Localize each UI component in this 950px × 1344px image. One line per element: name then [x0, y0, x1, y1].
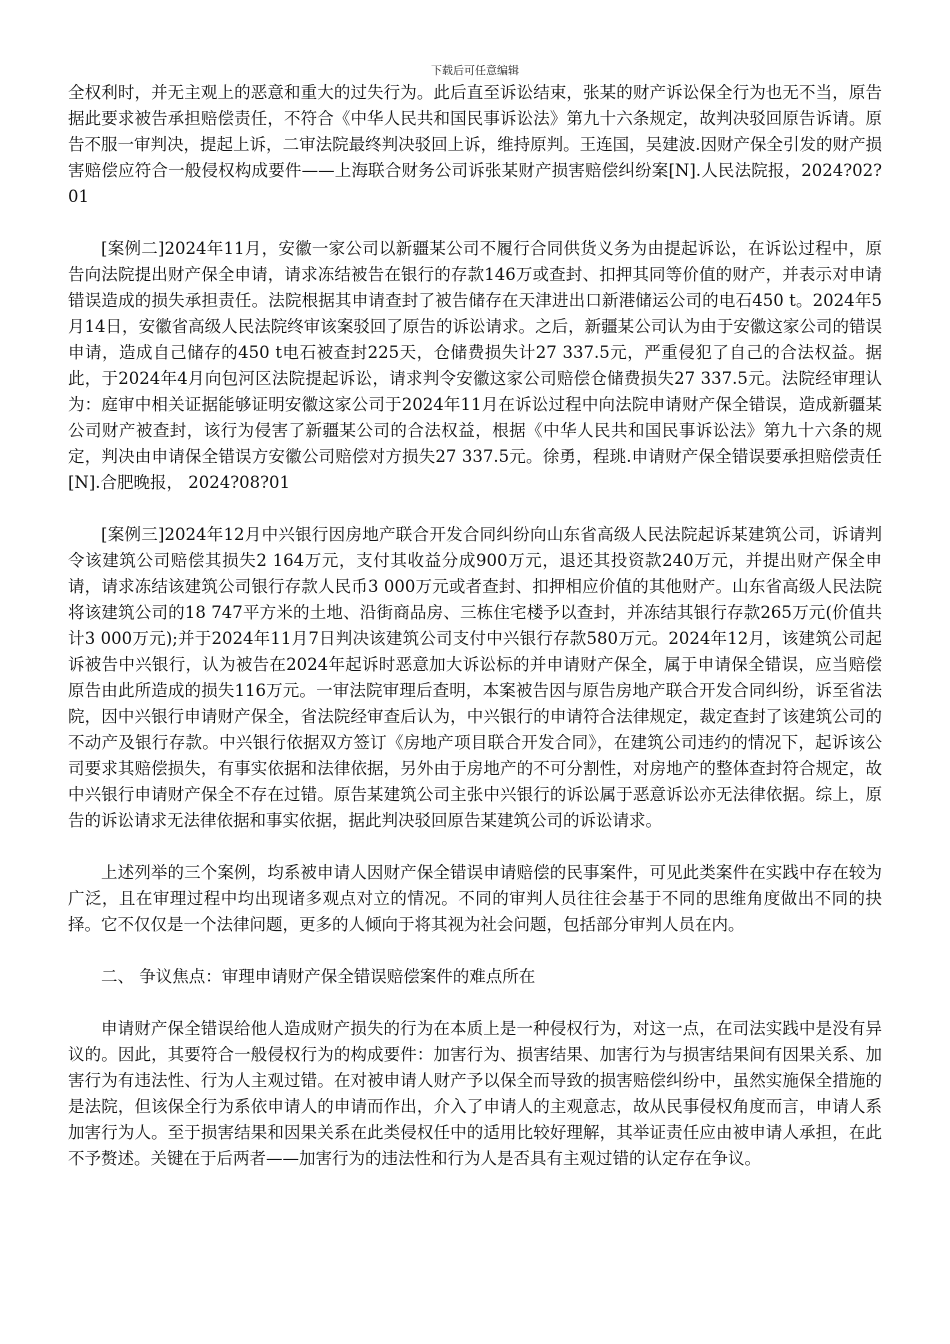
- paragraph-case3: [案例三]2024年12月中兴银行因房地产联合开发合同纠纷向山东省高级人民法院起诉某建筑公司，诉请判令该建筑公司赔偿其损失2 164万元，支付其收益分成900万元，退还其投资款240万元，并提出财产保全申请，请求冻结该建筑公司银行存款人民币3 000万元或者查封、扣押相应价值的其他财产。山东省高级人民法院将该建筑公司的18 747平方米的土地、沿街商品房、三栋住宅楼予以查封，并冻结其银行存款265万元(价值共计3 000万元);并于2024年11月7日判决该建筑公司支付中兴银行存款580万元。2024年12月，该建筑公司起诉被告中兴银行，认为被告在2024年起诉时恶意加大诉讼标的并申请财产保全，属于申请保全错误，应当赔偿原告由此所造成的损失116万元。一审法院审理后查明，本案被告因与原告房地产联合开发合同纠纷，诉至省法院，因中兴银行申请财产保全，省法院经审查后认为，中兴银行的申请符合法律规定，裁定查封了该建筑公司的不动产及银行存款。中兴银行依据双方签订《房地产项目联合开发合同》，在建筑公司违约的情况下，起诉该公司要求其赔偿损失，有事实依据和法律依据，另外由于房地产的不可分割性，对房地产的整体查封符合规定，故中兴银行申请财产保全不存在过错。原告某建筑公司主张中兴银行的诉讼属于恶意诉讼亦无法律依据。综上，原告的诉讼请求无法律依据和事实依据，据此判决驳回原告某建筑公司的诉讼请求。: [68, 525, 882, 830]
- paragraph-spacer: [68, 210, 882, 236]
- document-body: [68, 80, 882, 1172]
- paragraph-case1-conclusion: 全权利时，并无主观上的恶意和重大的过失行为。此后直至诉讼结束，张某的财产诉讼保全行为也无不当，原告据此要求被告承担赔偿责任，不符合《中华人民共和国民事诉讼法》第九十六条规定，故判决驳回原告诉请。原告不服一审判决，提起上诉，二审法院最终判决驳回上诉，维持原判。王连国，吴建波.因财产保全引发的财产损害赔偿应符合一般侵权构成要件——上海联合财务公司诉张某财产损害赔偿纠纷案[N].人民法院报，2024?02?01: [68, 83, 882, 206]
- paragraph-spacer: [68, 990, 882, 1016]
- paragraph-case2: [案例二]2024年11月，安徽一家公司以新疆某公司不履行合同供货义务为由提起诉讼，在诉讼过程中，原告向法院提出财产保全申请，请求冻结被告在银行的存款146万或查封、扣押其同等价值的财产，并表示对申请错误造成的损失承担责任。法院根据其申请查封了被告储存在天津进出口新港储运公司的电石450 t。2024年5月14日，安徽省高级人民法院终审该案驳回了原告的诉讼请求。之后，新疆某公司认为由于安徽这家公司的错误申请，造成自己储存的450 t电石被查封225天，仓储费损失计27 337.5元，严重侵犯了自己的合法权益。据此，于2024年4月向包河区法院提起诉讼，请求判令安徽这家公司赔偿仓储费损失27 337.5元。法院经审理认为：庭审中相关证据能够证明安徽这家公司于2024年11月在诉讼过程中向法院申请财产保全错误，造成新疆某公司财产被查封，该行为侵害了新疆某公司的合法权益，根据《中华人民共和国民事诉讼法》第九十六条的规定，判决由申请保全错误方安徽公司赔偿对方损失27 337.5元。徐勇，程珧.申请财产保全错误要承担赔偿责任[N].合肥晚报， 2024?08?01: [68, 239, 882, 492]
- paragraph-analysis: 申请财产保全错误给他人造成财产损失的行为在本质上是一种侵权行为，对这一点，在司法实践中是没有异议的。因此，其要符合一般侵权行为的构成要件：加害行为、损害结果、加害行为与损害结果间有因果关系、加害行为有违法性、行为人主观过错。在对被申请人财产予以保全而导致的损害赔偿纠纷中，虽然实施保全措施的是法院，但该保全行为系依申请人的申请而作出，介入了申请人的主观意志，故从民事侵权角度而言，申请人系加害行为人。至于损害结果和因果关系在此类侵权任中的适用比较好理解，其举证责任应由被申请人承担，在此不予赘述。关键在于后两者——加害行为的违法性和行为人是否具有主观过错的认定存在争议。: [68, 1019, 882, 1168]
- paragraph-spacer: [68, 834, 882, 860]
- paragraph-spacer: [68, 496, 882, 522]
- paragraph-summary: 上述列举的三个案例，均系被申请人因财产保全错误申请赔偿的民事案件，可见此类案件在实践中存在较为广泛，且在审理过程中均出现诸多观点对立的情况。不同的审判人员往往会基于不同的思维角度做出不同的抉择。它不仅仅是一个法律问题，更多的人倾向于将其视为社会问题，包括部分审判人员在内。: [68, 863, 882, 934]
- section-heading-2: 二、 争议焦点：审理申请财产保全错误赔偿案件的难点所在: [101, 967, 536, 986]
- paragraph-spacer: [68, 938, 882, 964]
- page-header-note: 下载后可任意编辑: [431, 64, 519, 77]
